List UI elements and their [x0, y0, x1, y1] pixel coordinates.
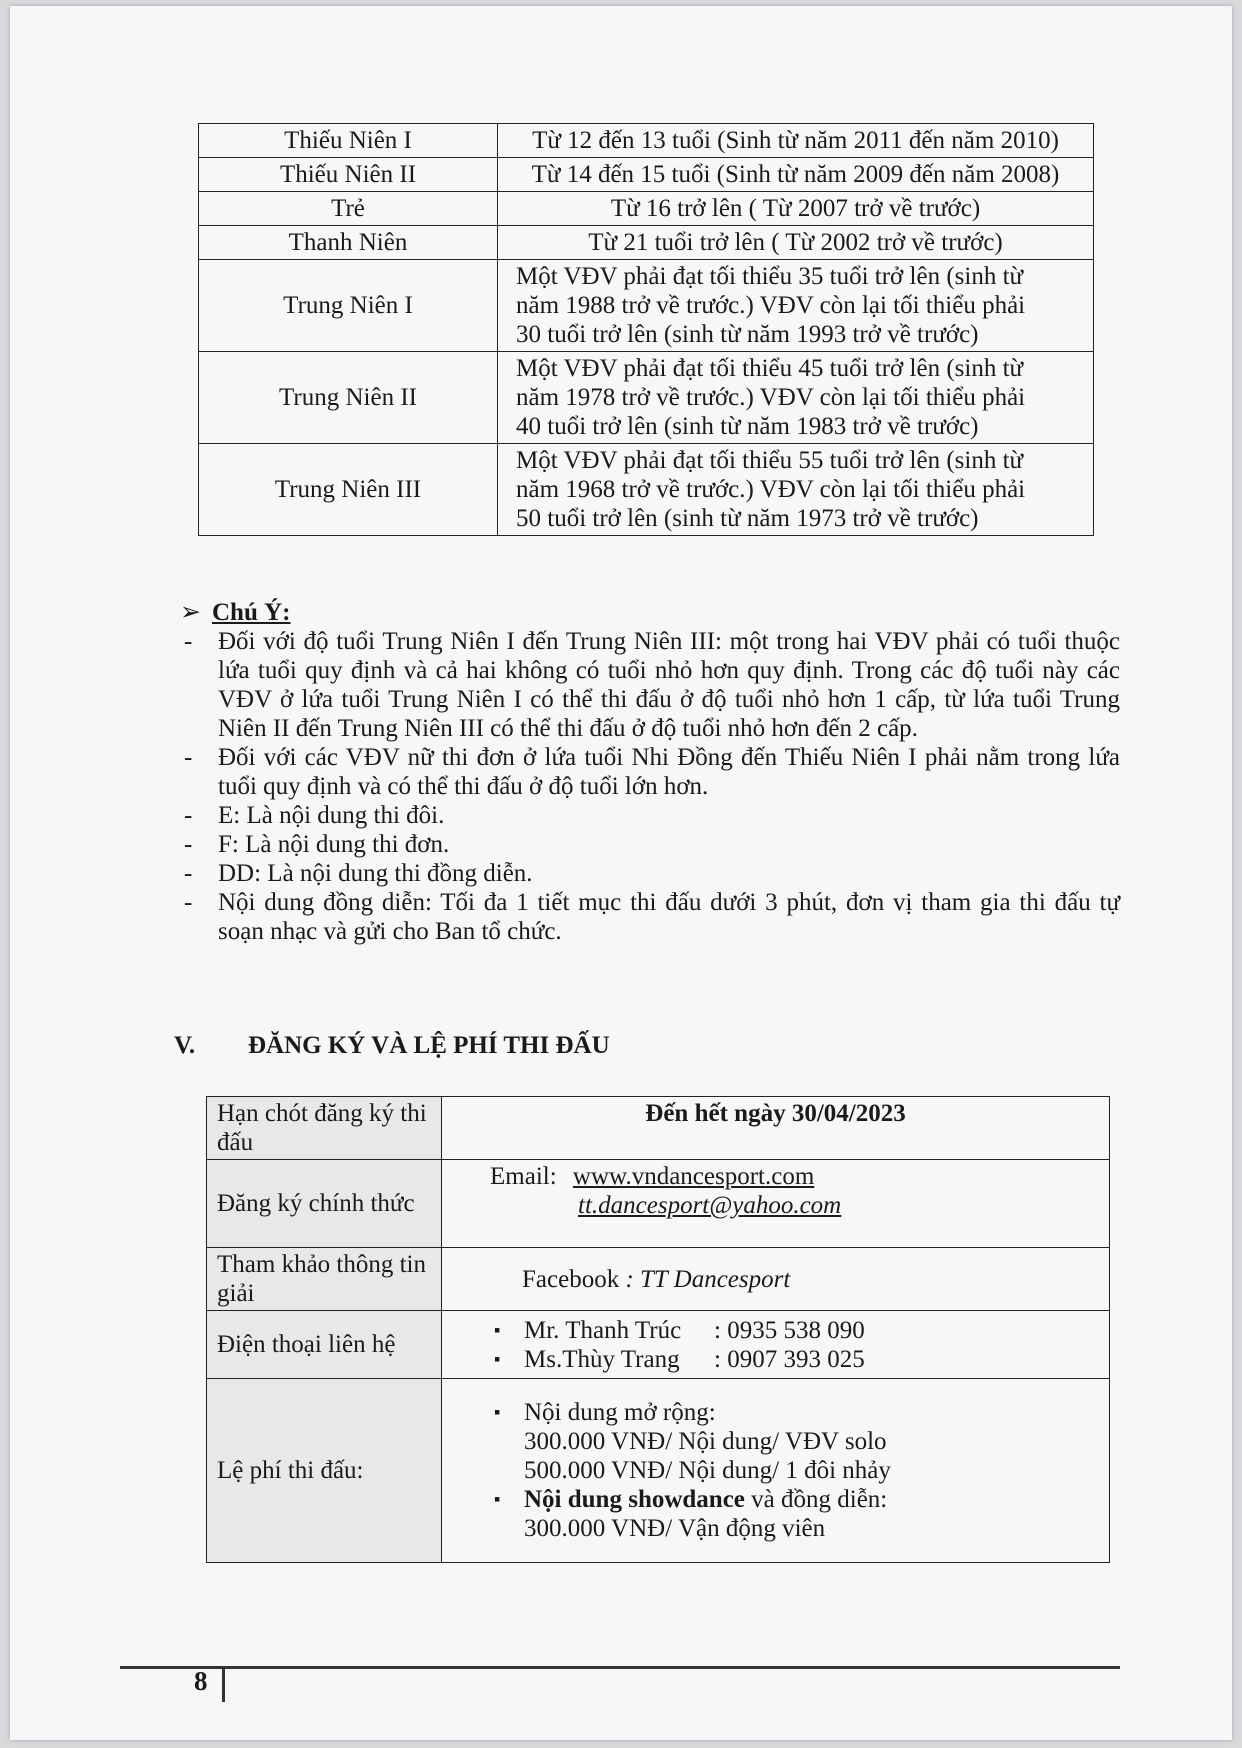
- email-cell: [442, 1160, 1110, 1248]
- table-row: [199, 124, 1094, 158]
- table-row: [207, 1311, 1110, 1379]
- fee-line: 300.000 VNĐ/ Vận động viên: [524, 1515, 826, 1542]
- fee-label: Lệ phí thi đấu:: [207, 1379, 442, 1563]
- fee-item: [484, 1398, 1099, 1427]
- dash-bullet: -: [184, 628, 193, 655]
- category-cell: Trẻ: [199, 192, 498, 226]
- note-item: [180, 888, 1120, 946]
- contact-phone[interactable]: : 0935 538 090: [714, 1316, 865, 1344]
- table-row: [199, 158, 1094, 192]
- category-cell: Thiếu Niên II: [199, 158, 498, 192]
- table-row: [207, 1097, 1110, 1160]
- square-bullet-icon: ▪: [494, 1319, 501, 1340]
- notes-section: [180, 598, 1120, 946]
- section-heading: [174, 1032, 610, 1060]
- category-cell: Thiếu Niên I: [199, 124, 498, 158]
- fee-item: [484, 1485, 1099, 1514]
- square-bullet-icon: ▪: [494, 1402, 501, 1422]
- website-link[interactable]: www.vndancesport.com: [572, 1163, 815, 1190]
- table-row: [199, 192, 1094, 226]
- contacts-cell: [442, 1311, 1110, 1379]
- dash-bullet: -: [184, 744, 193, 771]
- fee-cell: [442, 1379, 1110, 1563]
- note-text: Đối với các VĐV nữ thi đơn ở lứa tuổi Nhi Đồng đến Thiếu Niên I phải nằm trong lứa tuổi quy định và có thể thi đấu ở độ tuổi lớn hơn.: [218, 744, 1120, 800]
- age-category-table: [198, 123, 1094, 536]
- email-link[interactable]: tt.dancesport@yahoo.com: [578, 1192, 842, 1219]
- contact-name: Mr. Thanh Trúc: [524, 1316, 682, 1344]
- table-row: [199, 444, 1094, 536]
- category-cell: Trung Niên II: [199, 352, 498, 444]
- description-cell: [498, 444, 1094, 536]
- note-text: Đối với độ tuổi Trung Niên I đến Trung Niên III: một trong hai VĐV phải có tuổi thuộc lứa tuổi quy định và cả hai không có tuổi nhỏ hơn quy định. Trong các độ tuổi này các VĐV ở lứa tuổi Trung Niên I có thể thi đấu ở độ tuổi nhỏ hơn 1 cấp, từ lứa tuổi Trung Niên II đến Trung Niên III có thể thi đấu ở độ tuổi nhỏ hơn đến 2 cấp.: [218, 628, 1120, 742]
- fee-show-title: Nội dung showdance: [524, 1486, 745, 1513]
- description-line: năm 1988 trở về trước.) VĐV còn lại tối thiểu phải: [516, 292, 1026, 319]
- note-text: E: Là nội dung thi đôi.: [218, 802, 445, 829]
- dash-bullet: -: [184, 802, 193, 829]
- description-cell: [498, 352, 1094, 444]
- official-registration-label: Đăng ký chính thức: [207, 1160, 442, 1248]
- phone-label: Điện thoại liên hệ: [207, 1311, 442, 1379]
- table-row: [207, 1160, 1110, 1248]
- note-text: Nội dung đồng diễn: Tối đa 1 tiết mục thi đấu dưới 3 phút, đơn vị tham gia thi đấu tự soạn nhạc và gửi cho Ban tổ chức.: [218, 889, 1120, 945]
- table-row: [207, 1379, 1110, 1563]
- fee-line: 300.000 VNĐ/ Nội dung/ VĐV solo: [524, 1428, 887, 1455]
- description-cell: Từ 21 tuổi trở lên ( Từ 2002 trở về trước): [498, 226, 1094, 260]
- square-bullet-icon: ▪: [494, 1348, 501, 1369]
- description-line: năm 1968 trở về trước.) VĐV còn lại tối thiểu phải: [516, 476, 1026, 503]
- email-label: Email:: [490, 1163, 557, 1190]
- category-cell: Trung Niên III: [199, 444, 498, 536]
- square-bullet-icon: ▪: [494, 1489, 501, 1509]
- footer-rule: [120, 1666, 1120, 1669]
- fee-show-title-rest: và đồng diễn:: [744, 1486, 888, 1513]
- contact-item: [484, 1316, 1099, 1345]
- info-label: Tham khảo thông tin giải: [207, 1248, 442, 1311]
- description-line: 40 tuổi trở lên (sinh từ năm 1983 trở về trước): [516, 413, 979, 440]
- contact-name: Ms.Thùy Trang: [524, 1345, 680, 1373]
- description-line: 50 tuổi trở lên (sinh từ năm 1973 trở về trước): [516, 505, 979, 532]
- notes-title: Chú Ý:: [212, 599, 291, 626]
- note-item: [180, 743, 1120, 801]
- table-row: [199, 226, 1094, 260]
- description-line: 30 tuổi trở lên (sinh từ năm 1993 trở về trước): [516, 321, 979, 348]
- dash-bullet: -: [184, 889, 193, 916]
- email-line: [490, 1162, 1099, 1191]
- section-title: ĐĂNG KÝ VÀ LỆ PHÍ THI ĐẤU: [248, 1032, 610, 1059]
- page-number-divider: [222, 1668, 225, 1702]
- note-item: [180, 830, 1120, 859]
- table-row: [207, 1248, 1110, 1311]
- email-line: [490, 1191, 1099, 1220]
- note-item: [180, 627, 1120, 743]
- deadline-value: Đến hết ngày 30/04/2023: [442, 1097, 1110, 1160]
- page-number: 8: [194, 1666, 208, 1696]
- description-line: Một VĐV phải đạt tối thiểu 55 tuổi trở lên (sinh từ: [516, 447, 1024, 474]
- deadline-label: Hạn chót đăng ký thi đấu: [207, 1097, 442, 1160]
- facebook-label: Facebook: [522, 1265, 620, 1293]
- fee-open-title: Nội dung mở rộng:: [524, 1399, 716, 1426]
- note-item: [180, 801, 1120, 830]
- description-cell: Từ 14 đến 15 tuổi (Sinh từ năm 2009 đến năm 2008): [498, 158, 1094, 192]
- facebook-cell: [442, 1248, 1110, 1311]
- notes-heading: [180, 598, 1120, 627]
- contact-phone[interactable]: : 0907 393 025: [714, 1345, 865, 1373]
- note-item: [180, 859, 1120, 888]
- section-number: V.: [174, 1032, 196, 1059]
- description-line: Một VĐV phải đạt tối thiểu 45 tuổi trở lên (sinh từ: [516, 355, 1024, 382]
- description-cell: Từ 12 đến 13 tuổi (Sinh từ năm 2011 đến năm 2010): [498, 124, 1094, 158]
- description-line: năm 1978 trở về trước.) VĐV còn lại tối thiểu phải: [516, 384, 1026, 411]
- fee-line: 500.000 VNĐ/ Nội dung/ 1 đôi nhảy: [524, 1457, 891, 1484]
- description-cell: [498, 260, 1094, 352]
- table-row: [199, 352, 1094, 444]
- dash-bullet: -: [184, 860, 193, 887]
- description-line: Một VĐV phải đạt tối thiểu 35 tuổi trở lên (sinh từ: [516, 263, 1024, 290]
- facebook-value[interactable]: : TT Dancesport: [625, 1265, 791, 1293]
- dash-bullet: -: [184, 831, 193, 858]
- description-cell: Từ 16 trở lên ( Từ 2007 trở về trước): [498, 192, 1094, 226]
- registration-table: [206, 1096, 1110, 1563]
- note-text: F: Là nội dung thi đơn.: [218, 831, 450, 858]
- category-cell: Trung Niên I: [199, 260, 498, 352]
- note-text: DD: Là nội dung thi đồng diễn.: [218, 860, 533, 887]
- contact-item: [484, 1345, 1099, 1374]
- table-row: [199, 260, 1094, 352]
- arrow-icon: ➢: [180, 599, 201, 626]
- category-cell: Thanh Niên: [199, 226, 498, 260]
